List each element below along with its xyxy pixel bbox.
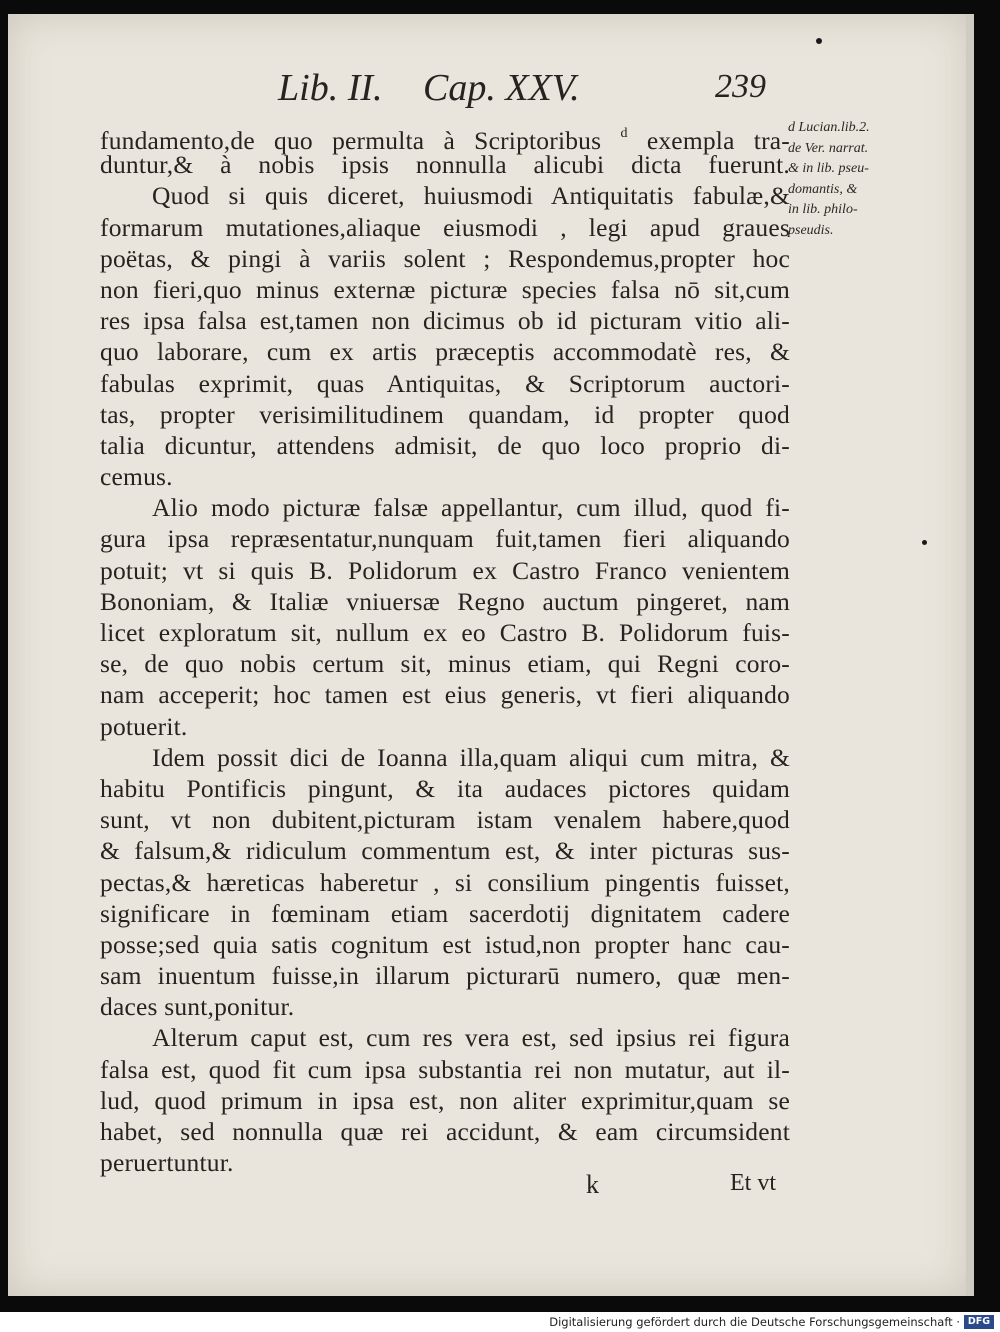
text-line: daces sunt,ponitur. [100,992,295,1022]
text-line: habitu Pontificis pingunt, & ita audaces pictores quidam [100,773,790,803]
text-line: Idem possit dici de Ioanna illa,quam aliqui cum mitra, & [152,742,790,772]
text-line: poëtas, & pingi à variis solent ; Respondemus,propter hoc [100,243,790,273]
text-line: Alterum caput est, cum res vera est, sed ipsius rei figura [152,1023,790,1053]
text-line: peruertuntur. [100,1148,234,1178]
text-segment: exempla tra- [627,126,790,155]
body-text [100,118,790,1178]
book-page [8,14,968,1296]
text-line: potuerit. [100,711,188,741]
text-line: habet, sed nonnulla quæ rei accidunt, & eam circumsident [100,1117,790,1146]
text-line: posse;sed quia satis cognitum est istud,non propter hanc cau- [100,929,790,959]
text-line: falsa est, quod fit cum ipsa substantia rei non mutatur, aut il- [100,1054,790,1084]
funding-credit: Digitalisierung gefördert durch die Deutsche Forschungsgemeinschaft · [549,1315,960,1329]
text-line: duntur,& à nobis ipsis nonnulla alicubi dicta fuerunt. [100,150,790,180]
text-line: formarum mutationes,aliaque eiusmodi , legi apud graues [100,212,790,242]
running-head [8,66,968,112]
margin-note-line: pseudis. [788,222,834,238]
margin-note-line: in lib. philo- [788,202,858,217]
text-line: Bononiam, & Italiæ vniuersæ Regno auctum pingeret, nam [100,586,790,616]
text-line: potuit; vt si quis B. Polidorum ex Castro Franco venientem [100,555,790,585]
page-number: 239 [715,68,766,105]
margin-note-line: domantis, & [788,181,858,197]
text-line: Quod si quis diceret, huiusmodi Antiquitatis fabulæ,& [152,181,790,211]
text-line: & falsum,& ridiculum commentum est, & inter picturas sus- [100,836,790,866]
text-line: pectas,& hæreticas haberetur , si consilium pingentis fuisset, [100,867,790,897]
text-line: gura ipsa repræsentatur,nunquam fuit,tamen fieri aliquando [100,524,790,554]
footnote-marker: d [620,126,628,141]
margin-note-line: & in lib. pseu- [788,161,869,176]
margin-note-line: d Lucian.lib.2. [788,120,870,135]
text-line: sunt, vt non dubitent,picturam istam venalem habere,quod [100,805,790,835]
catchword: Et vt [730,1170,776,1196]
text-segment: fundamento,de quo permulta à Scriptoribus [100,126,621,155]
text-line [100,118,790,155]
ink-spot [922,540,927,545]
page-edge [966,14,974,1296]
margin-note [788,118,928,241]
text-line: se, de quo nobis certum sit, minus etiam, qui Regni coro- [100,649,790,679]
text-line: quo laborare, cum ex artis præceptis accommodatè res, & [100,337,790,367]
book-number: Lib. II. [278,67,383,109]
ink-spot [816,38,822,44]
dfg-logo: DFG [964,1315,994,1329]
signature-mark: k [586,1170,599,1199]
text-line: res ipsa falsa est,tamen non dicimus ob id picturam vitio ali- [100,306,790,336]
text-line: Alio modo picturæ falsæ appellantur, cum illud, quod fi- [152,493,790,523]
text-line: licet exploratum sit, nullum ex eo Castro B. Polidorum fuis- [100,618,790,647]
text-line: non fieri,quo minus externæ picturæ species falsa nō sit,cum [100,274,790,304]
footer-bar [0,1312,1000,1332]
text-line: nam acceperit; hoc tamen est eius generis, vt fieri aliquando [100,680,790,710]
text-line: significare in fœminam etiam sacerdotij dignitatem cadere [100,898,790,928]
chapter-number: Cap. XXV. [423,67,580,109]
text-line: fabulas exprimit, quas Antiquitas, & Scriptorum auctori- [100,368,790,398]
margin-note-line: de Ver. narrat. [788,140,869,156]
text-line: talia dicuntur, attendens admisit, de quo loco proprio di- [100,430,790,460]
text-line: sam inuentum fuisse,in illarum picturarū numero, quæ men- [100,961,790,991]
text-line: cemus. [100,462,173,492]
text-line: lud, quod primum in ipsa est, non aliter exprimitur,quam se [100,1085,790,1115]
text-line: tas, propter verisimilitudinem quandam, id propter quod [100,399,790,429]
